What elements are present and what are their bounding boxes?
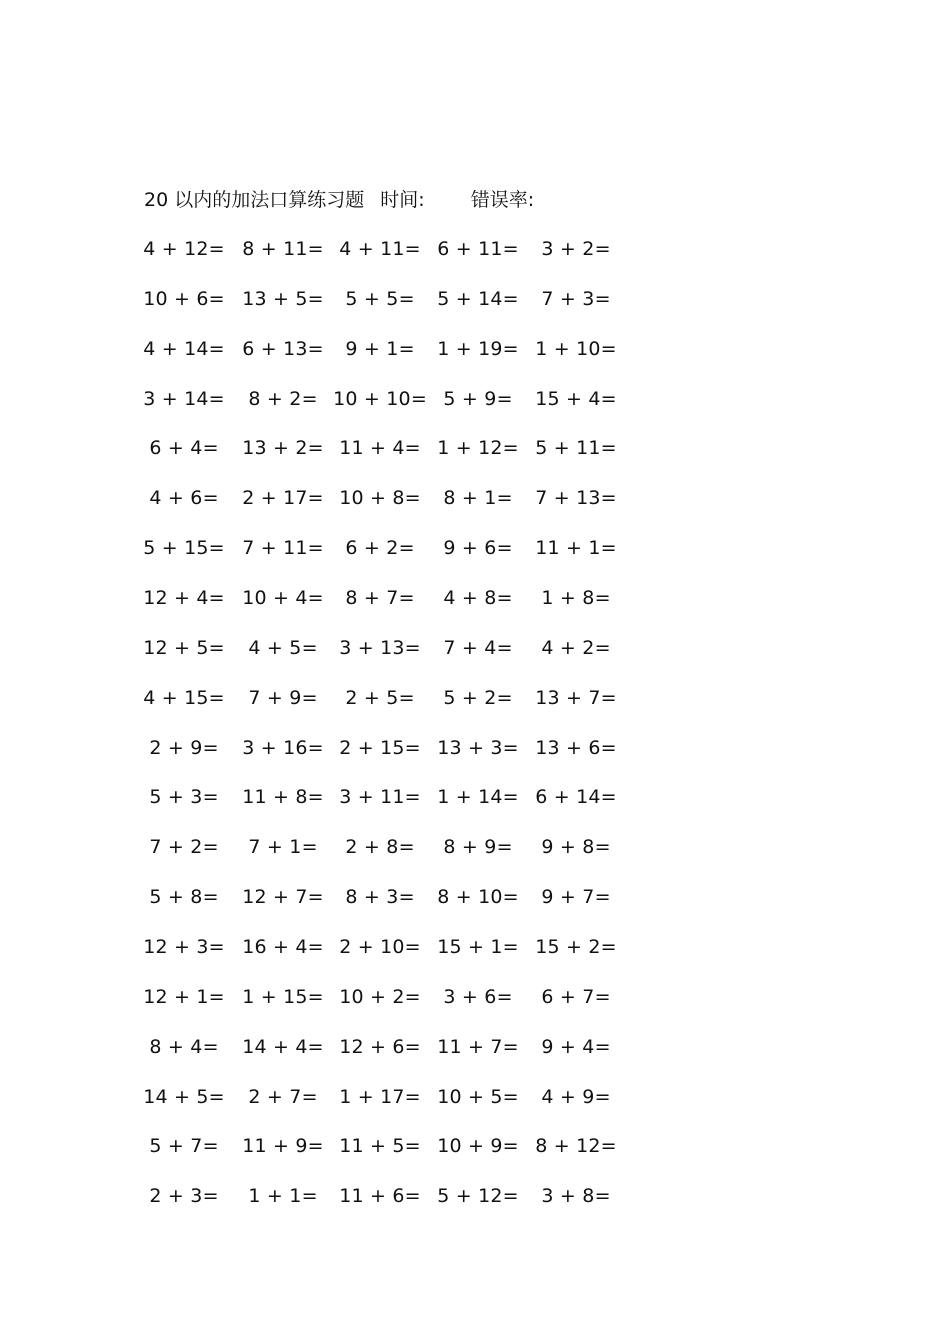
problem-row — [0, 334, 950, 364]
problem-item: 1 + 8= — [541, 587, 611, 609]
problem-item: 4 + 2= — [541, 636, 611, 659]
problem-item: 6 + 4= — [149, 437, 219, 460]
problem-item: 5 + 3= — [149, 786, 219, 809]
problem-row — [0, 234, 950, 264]
problem-item: 16 + 4= — [242, 935, 324, 958]
problem-item: 3 + 11= — [339, 786, 421, 809]
problem-row — [0, 982, 950, 1012]
problem-item: 6 + 11= — [437, 238, 519, 260]
problem-item: 10 + 9= — [437, 1135, 519, 1158]
problem-item: 8 + 11= — [242, 238, 324, 260]
problem-item: 5 + 8= — [149, 886, 219, 909]
problem-row — [0, 1032, 950, 1062]
problem-item: 13 + 6= — [535, 736, 617, 759]
problem-row — [0, 433, 950, 463]
problem-item: 6 + 2= — [345, 537, 415, 560]
problem-item: 10 + 4= — [242, 587, 324, 609]
problem-item: 5 + 7= — [149, 1135, 219, 1158]
problem-row — [0, 533, 950, 563]
problem-item: 8 + 3= — [345, 886, 415, 909]
problem-item: 7 + 11= — [242, 537, 324, 560]
error-rate-label: 错误率: — [470, 189, 535, 211]
problem-item: 13 + 5= — [242, 287, 324, 310]
problem-row — [0, 284, 950, 314]
problem-row — [0, 882, 950, 912]
problem-item: 6 + 7= — [541, 985, 611, 1008]
problem-item: 3 + 6= — [443, 985, 513, 1008]
problem-item: 3 + 14= — [143, 387, 225, 410]
problem-item: 5 + 9= — [443, 387, 513, 410]
problem-item: 4 + 5= — [248, 636, 318, 659]
problem-item: 14 + 4= — [242, 1035, 324, 1058]
problem-item: 9 + 6= — [443, 537, 513, 560]
problem-item: 12 + 3= — [143, 935, 225, 958]
problem-row — [0, 1082, 950, 1112]
problem-item: 12 + 7= — [242, 886, 324, 909]
problem-item: 2 + 10= — [339, 935, 421, 958]
problem-item: 12 + 4= — [143, 587, 225, 609]
problem-item: 2 + 7= — [248, 1085, 318, 1108]
problem-item: 1 + 15= — [242, 985, 324, 1008]
problem-item: 2 + 5= — [345, 686, 415, 709]
problem-item: 9 + 7= — [541, 886, 611, 909]
problem-row — [0, 384, 950, 414]
problem-item: 11 + 1= — [535, 537, 617, 560]
problem-item: 10 + 5= — [437, 1085, 519, 1108]
problem-row — [0, 782, 950, 812]
problem-item: 4 + 11= — [339, 238, 421, 260]
problem-item: 2 + 9= — [149, 736, 219, 759]
problem-item: 10 + 2= — [339, 985, 421, 1008]
problem-item: 10 + 10= — [333, 387, 427, 410]
problem-item: 5 + 12= — [437, 1185, 519, 1208]
problem-item: 15 + 1= — [437, 935, 519, 958]
problem-item: 6 + 14= — [535, 786, 617, 809]
problem-row — [0, 1181, 950, 1211]
problem-item: 11 + 7= — [437, 1035, 519, 1058]
problem-item: 2 + 15= — [339, 736, 421, 759]
problem-item: 13 + 3= — [437, 736, 519, 759]
problem-item: 8 + 10= — [437, 886, 519, 909]
problem-item: 11 + 4= — [339, 437, 421, 460]
problem-item: 10 + 8= — [339, 487, 421, 510]
problem-item: 8 + 1= — [443, 487, 513, 510]
problem-row — [0, 483, 950, 513]
problem-item: 12 + 6= — [339, 1035, 421, 1058]
problem-item: 5 + 11= — [535, 437, 617, 460]
problem-item: 15 + 4= — [535, 387, 617, 410]
problem-item: 13 + 2= — [242, 437, 324, 460]
problem-row — [0, 683, 950, 713]
problem-item: 5 + 2= — [443, 686, 513, 709]
problem-item: 15 + 2= — [535, 935, 617, 958]
problem-item: 7 + 13= — [535, 487, 617, 510]
worksheet-title: 20 以内的加法口算练习题 — [144, 189, 365, 211]
problem-item: 8 + 12= — [535, 1135, 617, 1158]
problem-item: 1 + 19= — [437, 337, 519, 360]
problem-item: 11 + 8= — [242, 786, 324, 809]
problem-item: 8 + 4= — [149, 1035, 219, 1058]
problem-item: 14 + 5= — [143, 1085, 225, 1108]
problem-item: 3 + 13= — [339, 636, 421, 659]
problem-item: 11 + 6= — [339, 1185, 421, 1208]
problem-item: 5 + 14= — [437, 287, 519, 310]
problem-item: 8 + 7= — [345, 587, 415, 609]
problem-item: 11 + 9= — [242, 1135, 324, 1158]
problem-item: 4 + 9= — [541, 1085, 611, 1108]
problem-item: 2 + 3= — [149, 1185, 219, 1208]
problem-item: 5 + 5= — [345, 287, 415, 310]
problem-item: 2 + 17= — [242, 487, 324, 510]
problem-item: 7 + 3= — [541, 287, 611, 310]
problem-item: 3 + 16= — [242, 736, 324, 759]
problem-item: 3 + 2= — [541, 238, 611, 260]
problem-item: 4 + 12= — [143, 238, 225, 260]
problem-item: 12 + 1= — [143, 985, 225, 1008]
problem-item: 8 + 2= — [248, 387, 318, 410]
problem-item: 7 + 4= — [443, 636, 513, 659]
problem-item: 2 + 8= — [345, 836, 415, 859]
problem-item: 3 + 8= — [541, 1185, 611, 1208]
problem-item: 4 + 14= — [143, 337, 225, 360]
problem-item: 1 + 10= — [535, 337, 617, 360]
problem-row — [0, 733, 950, 763]
problem-item: 1 + 1= — [248, 1185, 318, 1208]
problem-item: 9 + 4= — [541, 1035, 611, 1058]
problem-item: 9 + 8= — [541, 836, 611, 859]
problem-item: 4 + 8= — [443, 587, 513, 609]
problem-item: 12 + 5= — [143, 636, 225, 659]
problem-item: 13 + 7= — [535, 686, 617, 709]
problem-item: 11 + 5= — [339, 1135, 421, 1158]
problem-row — [0, 832, 950, 862]
problem-item: 7 + 2= — [149, 836, 219, 859]
problem-row — [0, 633, 950, 663]
time-label: 时间: — [380, 189, 425, 211]
problem-item: 7 + 9= — [248, 686, 318, 709]
problem-item: 1 + 14= — [437, 786, 519, 809]
problem-item: 6 + 13= — [242, 337, 324, 360]
problem-item: 10 + 6= — [143, 287, 225, 310]
problem-row — [0, 1131, 950, 1161]
problem-row — [0, 932, 950, 962]
problem-item: 7 + 1= — [248, 836, 318, 859]
problem-item: 9 + 1= — [345, 337, 415, 360]
problem-item: 5 + 15= — [143, 537, 225, 560]
problem-item: 1 + 12= — [437, 437, 519, 460]
problem-item: 4 + 15= — [143, 686, 225, 709]
problem-item: 4 + 6= — [149, 487, 219, 510]
problem-row — [0, 583, 950, 613]
problem-item: 8 + 9= — [443, 836, 513, 859]
problem-item: 1 + 17= — [339, 1085, 421, 1108]
